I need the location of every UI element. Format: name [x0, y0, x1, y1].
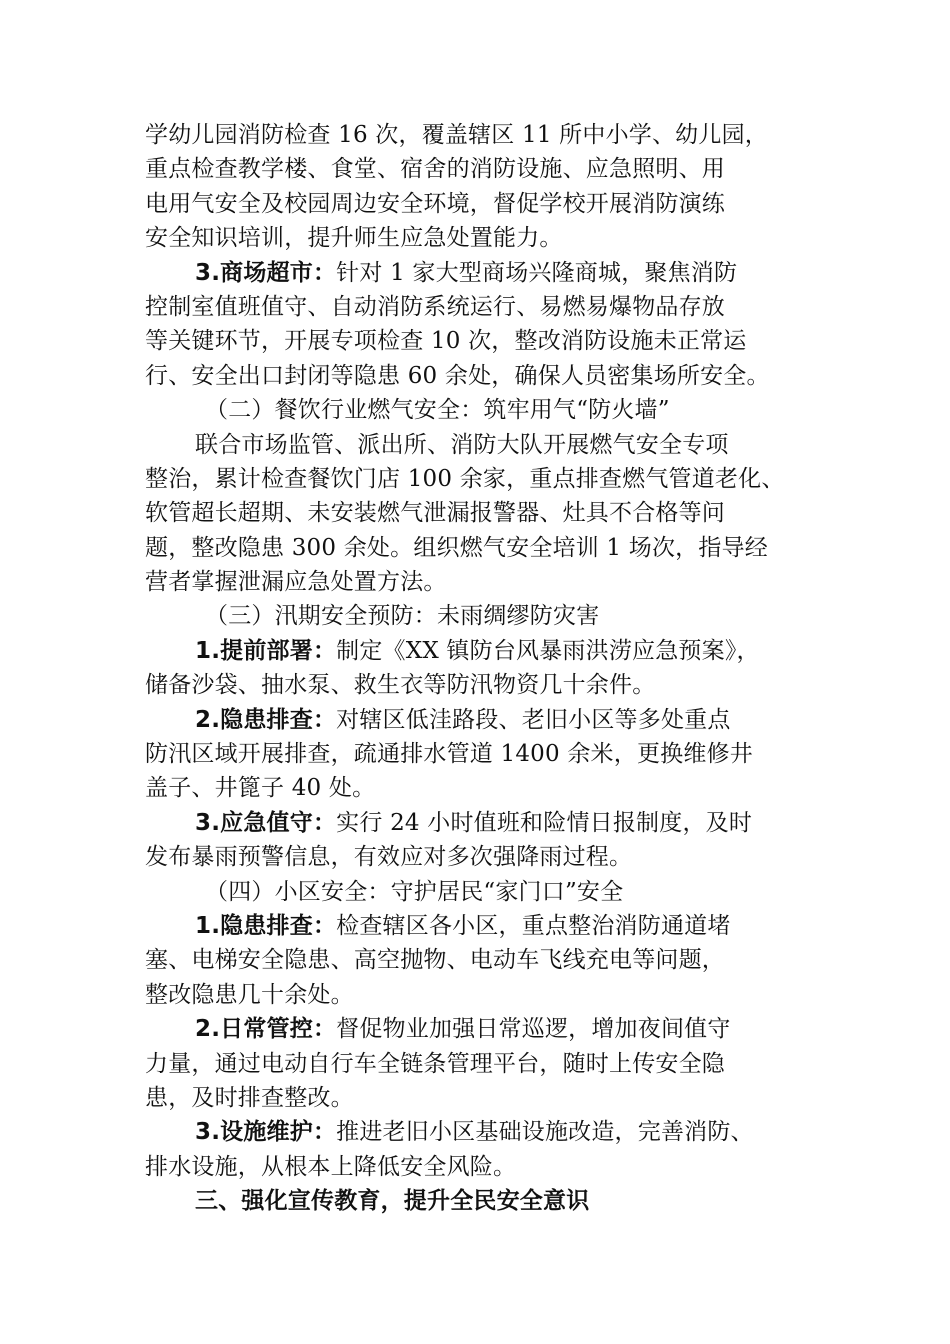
line-text: 防汛区域开展排查，疏通排水管道 1400 余米，更换维修井 [145, 741, 753, 768]
item-lead-advance-deployment: 1.提前部署： [195, 637, 337, 664]
paragraph-line [145, 943, 825, 977]
line-text: 整治，累计检查餐饮门店 100 余家，重点排查燃气管道老化、 [145, 465, 785, 492]
line-text: 制定《XX 镇防台风暴雨洪涝应急预案》， [336, 637, 760, 664]
paragraph-line [145, 771, 825, 805]
item-first-line [145, 703, 825, 737]
line-text: 储备沙袋、抽水泵、救生衣等防汛物资几十余件。 [145, 672, 656, 699]
paragraph-line [145, 118, 825, 152]
item-lead-hazard-inspection: 1.隐患排查： [195, 912, 337, 939]
line-text: 发布暴雨预警信息，有效应对多次强降雨过程。 [145, 844, 633, 871]
heading-text: （三）汛期安全预防：未雨绸缪防灾害 [205, 603, 600, 630]
item-lead-daily-control: 2.日常管控： [195, 1016, 337, 1043]
line-text: 力量，通过电动自行车全链条管理平台，随时上传安全隐 [145, 1050, 725, 1077]
paragraph-line [145, 359, 825, 393]
line-text: 实行 24 小时值班和险情日报制度，及时 [336, 809, 753, 836]
line-text: 电用气安全及校园周边安全环境，督促学校开展消防演练 [145, 190, 725, 217]
item-lead-emergency-duty: 3.应急值守： [195, 809, 337, 836]
line-text: 重点检查教学楼、食堂、宿舍的消防设施、应急照明、用 [145, 156, 725, 183]
paragraph-line [145, 737, 825, 771]
line-text: 软管超长超期、未安装燃气泄漏报警器、灶具不合格等问 [145, 500, 725, 527]
heading-text: 三、强化宣传教育，提升全民安全意识 [195, 1187, 590, 1215]
line-text: 整改隐患几十余处。 [145, 981, 354, 1008]
chapter-heading-publicity-education [145, 1184, 825, 1218]
item-first-line [145, 806, 825, 840]
line-text: 对辖区低洼路段、老旧小区等多处重点 [336, 706, 731, 733]
paragraph-line [145, 1150, 825, 1184]
item-first-line [145, 1012, 825, 1046]
item-first-line [145, 634, 825, 668]
paragraph-line [145, 1081, 825, 1115]
paragraph-line [145, 668, 825, 702]
line-text: 安全知识培训，提升师生应急处置能力。 [145, 225, 563, 252]
paragraph-line [145, 978, 825, 1012]
line-text: 营者掌握泄漏应急处置方法。 [145, 569, 447, 596]
document-body [145, 118, 825, 1219]
line-text: 等关键环节，开展专项检查 10 次，整改消防设施未正常运 [145, 328, 747, 355]
paragraph-line [145, 290, 825, 324]
section-heading-flood-season [145, 599, 825, 633]
paragraph-line [145, 324, 825, 358]
paragraph-line [145, 565, 825, 599]
line-text: 针对 1 家大型商场兴隆商城，聚焦消防 [336, 259, 738, 286]
section-heading-community-safety [145, 875, 825, 909]
item-first-line [145, 909, 825, 943]
paragraph-line [145, 152, 825, 186]
line-text: 检查辖区各小区，重点整治消防通道堵 [336, 912, 731, 939]
line-text: 行、安全出口封闭等隐患 60 余处，确保人员密集场所安全。 [145, 362, 770, 389]
line-text: 推进老旧小区基础设施改造，完善消防、 [336, 1119, 754, 1146]
line-text: 排水设施，从根本上降低安全风险。 [145, 1153, 517, 1180]
item-first-line [145, 1115, 825, 1149]
line-text: 联合市场监管、派出所、消防大队开展燃气安全专项 [195, 431, 729, 458]
item-lead-hazard-inspection: 2.隐患排查： [195, 706, 337, 733]
line-text: 督促物业加强日常巡逻，增加夜间值守 [336, 1016, 731, 1043]
section-heading-catering-gas [145, 393, 825, 427]
heading-text: （二）餐饮行业燃气安全：筑牢用气“防火墙” [205, 397, 670, 424]
line-text: 盖子、井篦子 40 处。 [145, 775, 376, 802]
line-text: 题，整改隐患 300 余处。组织燃气安全培训 1 场次，指导经 [145, 534, 768, 561]
heading-text: （四）小区安全：守护居民“家门口”安全 [205, 878, 624, 905]
item-lead-facility-maintenance: 3.设施维护： [195, 1119, 337, 1146]
paragraph-line [145, 462, 825, 496]
line-text: 塞、电梯安全隐患、高空抛物、电动车飞线充电等问题， [145, 947, 725, 974]
paragraph-first-line [145, 428, 825, 462]
paragraph-line [145, 221, 825, 255]
item-lead-shopping-malls: 3.商场超市： [195, 259, 337, 286]
paragraph-line [145, 187, 825, 221]
paragraph-line [145, 1047, 825, 1081]
item-first-line [145, 256, 825, 290]
paragraph-line [145, 496, 825, 530]
paragraph-line [145, 531, 825, 565]
line-text: 控制室值班值守、自动消防系统运行、易燃易爆物品存放 [145, 293, 725, 320]
line-text: 患，及时排查整改。 [145, 1084, 354, 1111]
paragraph-line [145, 840, 825, 874]
line-text: 学幼儿园消防检查 16 次，覆盖辖区 11 所中小学、幼儿园， [145, 122, 768, 148]
